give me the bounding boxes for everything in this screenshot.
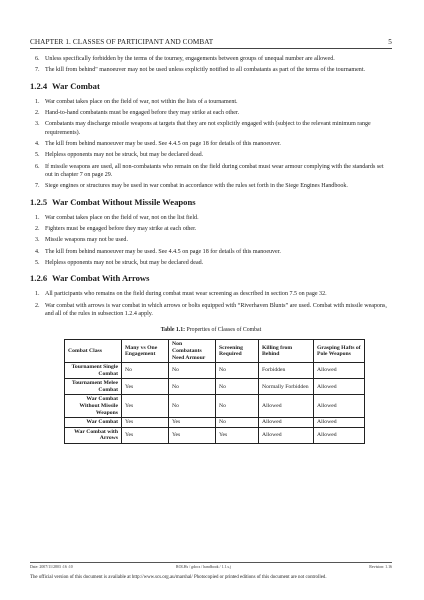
column-header: Killing from Behind xyxy=(259,340,314,363)
page-body xyxy=(30,55,392,444)
table-row: War Combat Without Missile Weapons Yes No No Allowed Allowed xyxy=(65,395,365,418)
column-header: Non Combatants Need Armour xyxy=(169,340,216,363)
list-item: 1. All participants who remains on the field during combat must wear screening as described in section 7.5 on page 32. xyxy=(35,291,327,298)
table-header-row xyxy=(65,340,365,363)
list-item: 2. Hand-to-hand combatants must be engaged before they may strike at each other. xyxy=(35,109,240,116)
list-item: 2. Fighters must be engaged before they may strike at each other. xyxy=(35,225,197,232)
chapter-title: CHAPTER 1. CLASSES OF PARTICIPANT AND COMBAT xyxy=(30,38,214,46)
list-item: 1. War combat takes place on the field of war, not within the lists of a tournament. xyxy=(35,98,238,105)
section-heading-war-combat-with-arrows: 1.2.6 War Combat With Arrows xyxy=(30,273,150,284)
list-item: 6. Unless specifically forbidden by the terms of the tourney, engagements between groups of unequal number are allowed. xyxy=(35,56,335,62)
footer-revision: Revision: 1.16 xyxy=(369,565,392,569)
table-row: Tournament Melee Combat Yes No No Normally Forbidden Allowed xyxy=(65,379,365,395)
footer-rule xyxy=(30,562,392,563)
list-item: 4. The kill from behind manoeuver may be used. See 4.4.5 on page 18 for details of this manoeuver. xyxy=(35,248,281,255)
list-item: 7. Siege engines or structures may be used in war combat in accordance with the rules set forth in the Siege Engines Handbook. xyxy=(35,183,348,190)
page-number: 5 xyxy=(388,38,392,46)
list-item: 2. War combat with arrows is war combat in which arrows or bolts equipped with “Riverhaven Blunts” are used. Combat with missile weapons, and all of the rules in subsection 1.2.4 apply. xyxy=(35,302,387,317)
footer-meta xyxy=(30,565,392,572)
war-combat-without-missile-list xyxy=(30,214,392,268)
column-header: Grasping Hafts of Pole Weapons xyxy=(314,340,365,363)
table-row: War Combat Yes Yes No Allowed Allowed xyxy=(65,418,365,428)
footer-date: Date: 2007/11/2803 :16 :10 xyxy=(30,565,73,569)
section-heading-war-combat: 1.2.4 War Combat xyxy=(30,80,100,91)
war-combat-with-arrows-list xyxy=(30,290,392,318)
column-header: Combat Class xyxy=(65,340,122,363)
table-row: War Combat with Arrows Yes Yes Yes Allowed Allowed xyxy=(65,427,365,443)
column-header: Many vs One Engagement xyxy=(122,340,169,363)
footer-note: The official version of this document is available at http://www.scs.org.au/marshal/ Photocopied or printed editions of this document are not controlled. xyxy=(30,575,327,580)
header-rule xyxy=(30,48,392,49)
list-item: 5. Helpless opponents may not be struck, but may be declared dead. xyxy=(35,260,204,267)
column-header: Screening Required xyxy=(216,340,259,363)
war-combat-list xyxy=(30,98,392,191)
table-caption: Table 1.1: Properties of Classes of Combat xyxy=(160,327,262,334)
list-item: 5. Helpless opponents may not be struck, but may be declared dead. xyxy=(35,152,204,159)
running-header xyxy=(30,36,392,48)
combat-classes-table xyxy=(64,339,365,444)
table-row: Tournament Single Combat No No No Forbidden Allowed xyxy=(65,363,365,379)
list-item: 7. The kill from behind" manoeuver may not be used unless explicitly notified to all combatants as part of the terms of the tournament. xyxy=(35,67,366,74)
footer-doc-id: ROLHs / gdocs / handbook / 1.1.s.j xyxy=(176,565,232,569)
section-heading-war-combat-without-missile-weapons: 1.2.5 War Combat Without Missile Weapons xyxy=(30,196,196,207)
list-item: 1. War combat takes place on the field of war, not on the list field. xyxy=(35,214,199,221)
intro-list xyxy=(30,55,392,75)
list-item: 3. Missile weapons may not be used. xyxy=(35,237,128,244)
list-item: 4. The kill from behind manoeuver may be used. See 4.4.5 on page 18 for details of this manoeuver. xyxy=(35,140,281,147)
list-item: 6. If missile weapons are used, all non-combatants who remain on the field during combat must wear armour complying with the standards set out in chapter 7 on page 29. xyxy=(35,163,384,178)
list-item: 3. Combatants may discharge missile weapons at targets that they are not explicitly engaged with (subject to the relevant minimum range requirements). xyxy=(35,121,371,136)
